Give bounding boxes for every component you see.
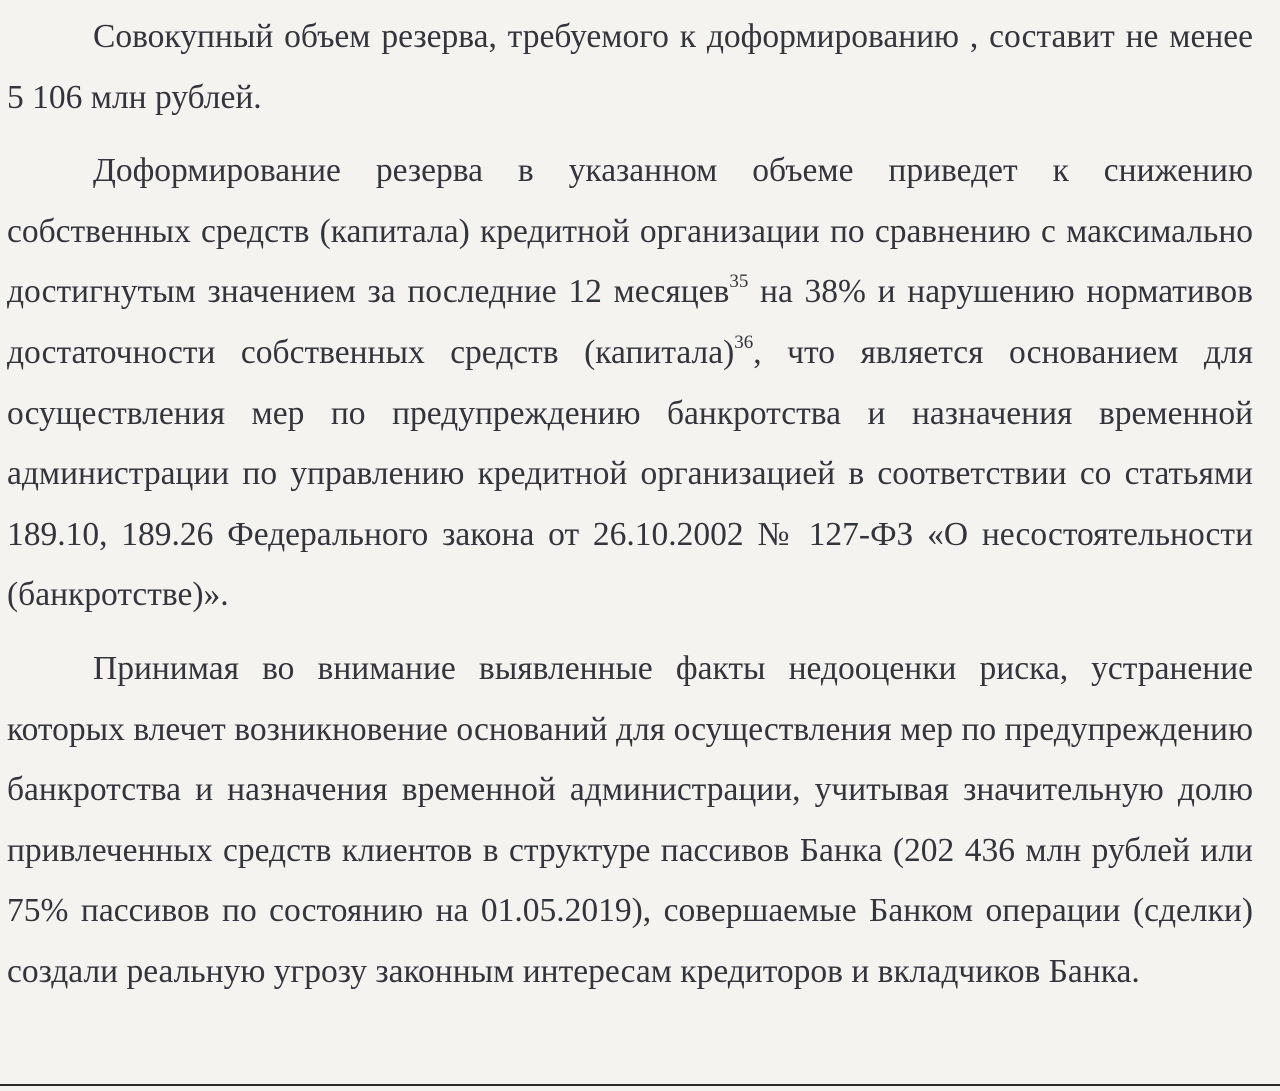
paragraph-2-text-part-3: , что является основанием для осуществления мер по предупреждению банкротства и назначения временной администрации по управлению кредитной организацией в соответствии со статьями 189.10, 189.26 Федерального закона от 26.10.2002 № 127-ФЗ «О несостоятельности (банкротстве)». <box>7 333 1254 614</box>
footnote-ref-36: 36 <box>734 331 754 353</box>
paragraph-capital-reduction <box>7 141 1253 626</box>
bottom-divider <box>0 1084 1280 1086</box>
paragraph-risk-conclusion: Принимая во внимание выявленные факты недооценки риска, устранение которых влечет возникновение оснований для осуществления мер по предупреждению банкротства и назначения временной администрации, учитывая значительную долю привлеченных средств клиентов в структуре пассивов Банка (202 436 млн рублей или 75% пассивов по состоянию на 01.05.2019), совершаемые Банком операции (сделки) создали реальную угрозу законным интересам кредиторов и вкладчиков Банка. <box>7 649 1253 990</box>
document-body <box>7 0 1253 1003</box>
paragraph-2-text-part-2: на 38% и нарушению нормативов достаточности собственных средств (капитала) <box>7 273 1253 371</box>
paragraph-2-text-part-1: Доформирование резерва в указанном объеме приведет к снижению собственных средств (капитала) кредитной организации по сравнению с максимально достигнутым значением за последние 12 месяцев <box>7 152 1253 311</box>
paragraph-reserve-volume: Совокупный объем резерва, требуемого к доформированию , составит не менее 5 106 млн рублей. <box>7 18 1253 116</box>
footnote-ref-35: 35 <box>729 271 749 293</box>
